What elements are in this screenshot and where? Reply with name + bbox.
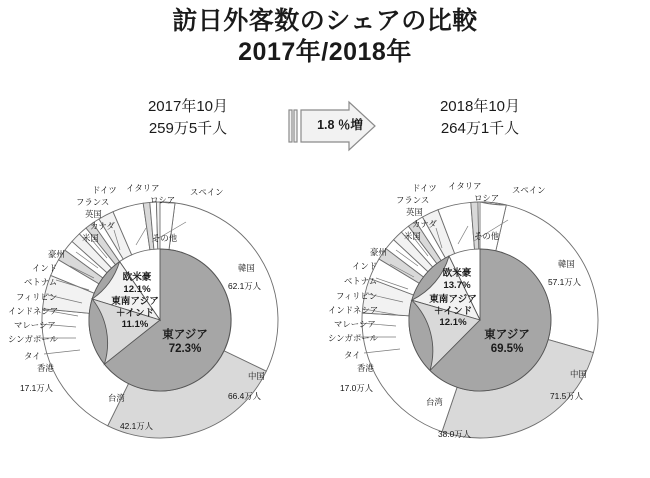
label-uk: 英国 [406,207,423,217]
value-china: 71.5万人 [550,391,584,401]
label-singapore: シンガポール [328,333,378,343]
label-hongkong: 香港 [357,363,374,373]
label-usa: 米国 [404,231,421,241]
label-germany: ドイツ [92,185,117,195]
right-heading-total: 264万1千人 [440,119,520,137]
label-malaysia: マレーシア [14,320,56,330]
label-china: 中国 [248,371,265,381]
value-korea: 57.1万人 [548,277,582,287]
label-germany: ドイツ [412,183,437,193]
title-line-1: 訪日外客数のシェアの比較 [172,7,478,35]
label-india: インド [352,261,378,271]
label-taiwan: 台湾 [108,393,125,403]
label-australia: 豪州 [48,249,65,259]
left-heading-period: 2017年10月 [147,98,229,115]
label-indonesia: インドネシア [328,305,379,315]
inner-label-west: 欧米豪 13.7% [442,268,472,291]
inner-label-southeast-asia: 東南アジア ＋インド 12.1% [429,294,477,329]
label-taiwan: 台湾 [426,397,443,407]
label-thailand: タイ [344,350,361,360]
right-heading-period: 2018年10月 [439,98,521,115]
left-chart-heading [88,96,288,140]
label-france: フランス [76,197,110,207]
inner-label-east-asia: 東アジア 69.5% [484,329,530,356]
label-usa: 米国 [82,233,99,243]
label-spain: スペイン [512,185,546,195]
inner-label-east-asia: 東アジア 72.3% [162,329,208,356]
label-italy: イタリア [126,183,160,193]
label-france: フランス [396,195,430,205]
label-russia: ロシア [474,193,500,203]
label-italy: イタリア [448,181,482,191]
chart-2017 [10,170,310,470]
right-chart-heading [380,96,580,140]
inner-label-southeast-asia: 東南アジア ＋インド 11.1% [111,296,159,331]
page-title [0,6,650,67]
label-canada: カナダ [412,219,437,229]
label-india: インド [32,263,58,273]
value-korea: 62.1万人 [228,281,262,291]
inner-label-west: 欧米豪 12.1% [122,272,152,295]
label-other: その他 [474,231,500,241]
growth-rate-label: 1.8 ％増 [317,118,363,132]
label-vietnam: ベトナム [344,276,378,286]
label-china: 中国 [570,369,587,379]
value-taiwan: 42.1万人 [120,421,154,431]
title-line-2: 2017年/2018年 [238,37,412,66]
label-indonesia: インドネシア [8,306,59,316]
label-spain: スペイン [190,187,224,197]
label-other: その他 [152,233,178,243]
label-philippines: フィリピン [16,292,58,302]
label-russia: ロシア [150,195,176,205]
value-china: 66.4万人 [228,391,262,401]
value-hongkong: 17.0万人 [340,383,374,393]
label-australia: 豪州 [370,247,387,257]
value-taiwan: 38.0万人 [438,429,472,439]
label-korea: 韓国 [558,259,575,269]
label-hongkong: 香港 [37,363,54,373]
label-canada: カナダ [90,221,115,231]
label-uk: 英国 [85,209,102,219]
left-heading-total: 259万5千人 [148,119,228,137]
label-malaysia: マレーシア [334,319,376,329]
growth-arrow [287,100,377,152]
label-philippines: フィリピン [336,291,378,301]
label-thailand: タイ [24,351,41,361]
label-vietnam: ベトナム [24,277,58,287]
value-hongkong: 17.1万人 [20,383,54,393]
label-korea: 韓国 [238,263,255,273]
chart-2018 [330,170,630,470]
label-singapore: シンガポール [8,334,58,344]
